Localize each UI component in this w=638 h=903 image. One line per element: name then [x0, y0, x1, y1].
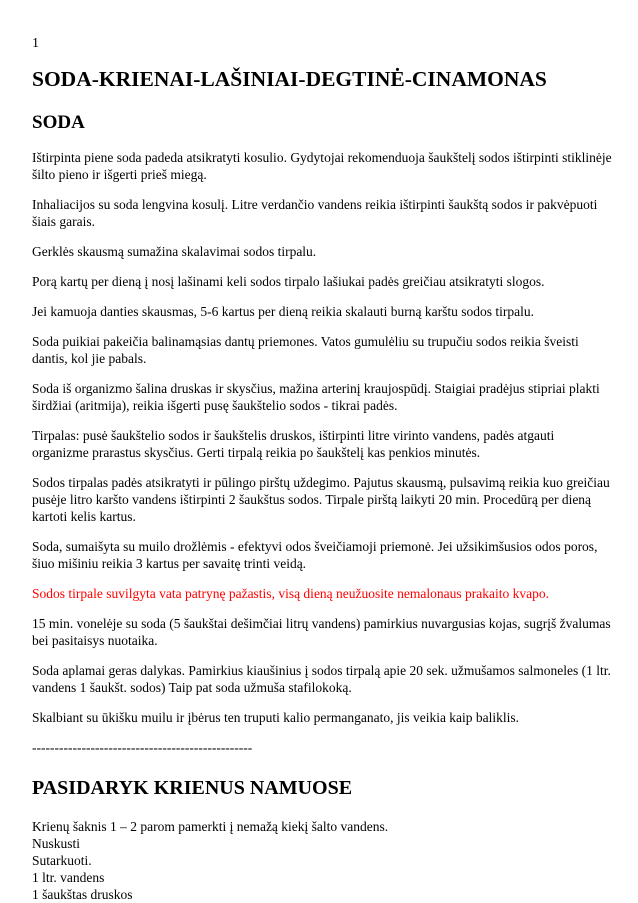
paragraph: Soda puikiai pakeičia balinamąsias dantų priemones. Vatos gumulėliu su trupučiu sodos reikia šveisti dantis, kol jie pabals. [32, 334, 579, 366]
paragraph: Sodos tirpale suvilgyta vata patrynę pažastis, visą dieną neužuosite nemalonaus prakaito kvapo. [32, 586, 549, 601]
section-heading-krienai: PASIDARYK KRIENUS NAMUOSE [32, 777, 353, 799]
paragraph: Gerklės skausmą sumažina skalavimai sodos tirpalu. [32, 244, 317, 259]
paragraph: Tirpalas: pusė šaukštelio sodos ir šaukštelis druskos, ištirpinti litre virinto vandens, padės atgauti organizme prarastus skysčius. Gerti tirpalą reikia po šaukštelį kas penkios minutės. [32, 428, 555, 460]
paragraph: Soda iš organizmo šalina druskas ir skysčius, mažina arterinį kraujospūdį. Staigiai pradėjus stipriai plakti širdžiai (aritmija), reikia išgerti pusę šaukštelio sodos - tikrai padės. [32, 381, 600, 413]
paragraph: Soda aplamai geras dalykas. Pamirkius kiaušinius į sodos tirpalą apie 20 sek. užmušamos salmoneles (1 ltr. vandens 1 šaukšt. sodos) Taip pat soda užmuša stafilokoką. [32, 663, 611, 695]
paragraph: Porą kartų per dieną į nosį lašinami keli sodos tirpalo lašiukai padės greičiau atsikratyti slogos. [32, 274, 545, 289]
paragraph: Ištirpinta piene soda padeda atsikratyti kosulio. Gydytojai rekomenduoja šaukštelį sodos ištirpinti stiklinėje šilto pieno ir išgerti prieš miegą. [32, 150, 612, 182]
document-page [32, 36, 612, 903]
recipe-line: 1 šaukštas druskos [32, 887, 133, 902]
recipe-line: 1 ltr. vandens [32, 870, 105, 885]
paragraph: Soda, sumaišyta su muilo drožlėmis - efektyvi odos šveičiamoji priemonė. Jei užsikimšusios odos poros, šiuo mišiniu reikia 3 kartus per savaitę trinti veidą. [32, 539, 598, 571]
recipe-lines [32, 818, 612, 903]
document-title: SODA-KRIENAI-LAŠINIAI-DEGTINĖ-CINAMONAS [32, 67, 547, 91]
paragraph: Sodos tirpalas padės atsikratyti ir pūlingo pirštų uždegimo. Pajutus skausmą, pulsavimą reikia kuo greičiau pusėje litro karšto vandens ištirpinti 2 šaukštus sodos. Tirpale pirštą laikyti 20 min. Procedūrą per dieną kartoti kelis kartus. [32, 475, 610, 524]
paragraph: Skalbiant su ūkišku muilu ir įbėrus ten truputi kalio permanganato, jis veikia kaip baliklis. [32, 710, 520, 725]
section-heading-soda: SODA [32, 112, 85, 133]
section-soda-body [32, 149, 612, 726]
page-number: 1 [32, 36, 39, 51]
paragraph: Inhaliacijos su soda lengvina kosulį. Litre verdančio vandens reikia ištirpinti šaukštą sodos ir pakvėpuoti šiais garais. [32, 197, 598, 229]
recipe-line: Nuskusti [32, 836, 81, 851]
paragraph: Jei kamuoja danties skausmas, 5-6 kartus per dieną reikia skalauti burną karštu sodos tirpalu. [32, 304, 534, 319]
section-separator: ------------------------------------------------- [32, 740, 253, 755]
recipe-line: Sutarkuoti. [32, 853, 92, 868]
recipe-line: Krienų šaknis 1 – 2 parom pamerkti į nemažą kiekį šalto vandens. [32, 819, 389, 834]
paragraph: 15 min. vonelėje su soda (5 šaukštai dešimčiai litrų vandens) pamirkius nuvargusias kojas, sugrįš žvalumas bei pasitaisys nuotaika. [32, 616, 611, 648]
